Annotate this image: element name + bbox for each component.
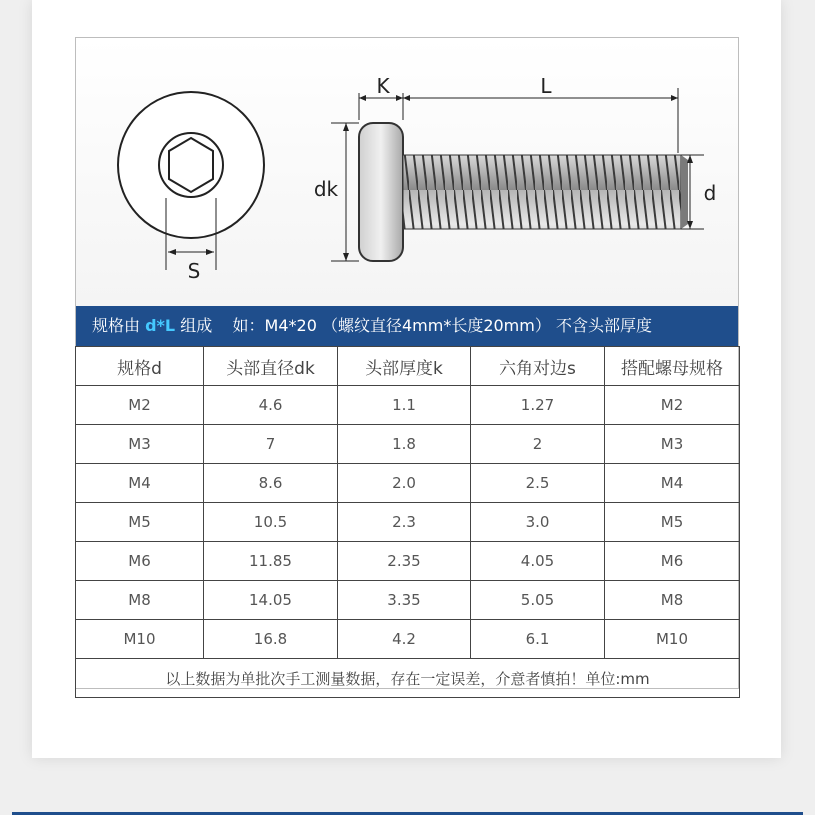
table-cell: 2 <box>471 425 605 464</box>
table-cell: 4.05 <box>471 542 605 581</box>
table-cell: 4.2 <box>338 620 471 659</box>
banner-suffix: 组成 如：M4*20 （螺纹直径4mm*长度20mm） 不含头部厚度 <box>175 316 652 335</box>
table-cell: 10.5 <box>204 503 338 542</box>
table-cell: M2 <box>76 386 204 425</box>
table-row <box>76 620 740 659</box>
table-cell: M8 <box>605 581 740 620</box>
table-cell: 3.0 <box>471 503 605 542</box>
table-cell: 4.6 <box>204 386 338 425</box>
table-cell: 1.8 <box>338 425 471 464</box>
spec-frame <box>75 37 739 689</box>
table-footnote-row <box>76 659 740 698</box>
table-cell: 2.0 <box>338 464 471 503</box>
spec-table <box>75 346 740 698</box>
table-cell: 1.1 <box>338 386 471 425</box>
table-header-cell: 头部直径dk <box>204 347 338 386</box>
table-footnote: 以上数据为单批次手工测量数据，存在一定误差，介意者慎拍！单位:mm <box>76 659 740 698</box>
table-header-cell: 六角对边s <box>471 347 605 386</box>
table-cell: 7 <box>204 425 338 464</box>
table-cell: M8 <box>76 581 204 620</box>
table-cell: 1.27 <box>471 386 605 425</box>
table-cell: M4 <box>76 464 204 503</box>
screw-side-view <box>314 74 716 261</box>
table-cell: M6 <box>76 542 204 581</box>
table-cell: 11.85 <box>204 542 338 581</box>
label-s: S <box>187 259 201 283</box>
spec-banner <box>76 306 738 346</box>
table-cell: 2.3 <box>338 503 471 542</box>
table-header-cell: 规格d <box>76 347 204 386</box>
table-row <box>76 542 740 581</box>
table-cell: 2.5 <box>471 464 605 503</box>
table-cell: M5 <box>605 503 740 542</box>
table-cell: 16.8 <box>204 620 338 659</box>
label-k: K <box>376 74 390 98</box>
table-cell: M5 <box>76 503 204 542</box>
table-cell: 5.05 <box>471 581 605 620</box>
table-cell: 3.35 <box>338 581 471 620</box>
table-cell: M4 <box>605 464 740 503</box>
table-cell: 2.35 <box>338 542 471 581</box>
head-front-view <box>118 92 264 283</box>
label-d: d <box>703 181 717 205</box>
table-cell: M3 <box>605 425 740 464</box>
banner-prefix: 规格由 <box>92 316 146 335</box>
table-cell: 8.6 <box>204 464 338 503</box>
table-cell: M3 <box>76 425 204 464</box>
table-row <box>76 425 740 464</box>
table-row <box>76 464 740 503</box>
screw-drawing <box>76 38 738 306</box>
table-cell: M6 <box>605 542 740 581</box>
table-cell: M10 <box>76 620 204 659</box>
table-row <box>76 386 740 425</box>
table-header-cell: 搭配螺母规格 <box>605 347 740 386</box>
label-dk: dk <box>313 177 339 201</box>
table-row <box>76 581 740 620</box>
table-row <box>76 503 740 542</box>
screw-diagram <box>76 38 738 306</box>
banner-highlight: d*L <box>145 316 176 335</box>
table-cell: 14.05 <box>204 581 338 620</box>
table-cell: M10 <box>605 620 740 659</box>
table-cell: M2 <box>605 386 740 425</box>
table-cell: 6.1 <box>471 620 605 659</box>
table-header-row <box>76 347 740 386</box>
label-l: L <box>540 74 552 98</box>
table-header-cell: 头部厚度k <box>338 347 471 386</box>
